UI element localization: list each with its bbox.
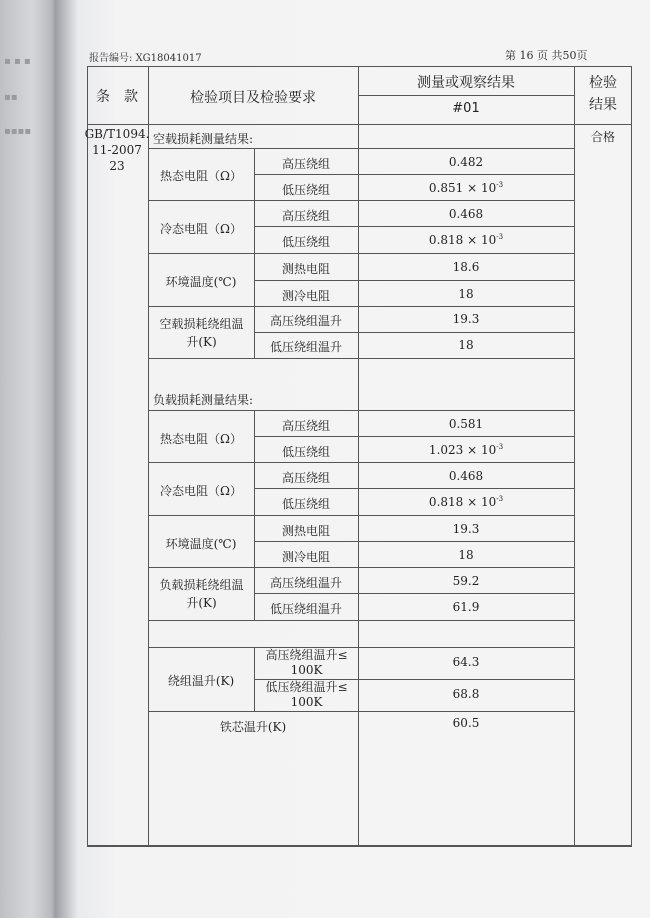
noload-hot-lv-value: $0.851 \times 10^{-3}$ [428,181,504,195]
verdict: 合格 [590,130,616,144]
winding-rise-lv-label: 低压绕组温升≤ 100K [265,680,348,709]
noload-rise-lv-label: 低压绕组温升 [269,340,343,354]
clause-ref: GB/T1094. [84,127,150,141]
load-cold-hv-label: 高压绕组 [281,471,331,485]
noload-cold-hv-value: 0.468 [448,207,484,221]
load-rise-lv-value: 61.9 [452,600,480,614]
noload-cold-res-label: 冷态电阻（Ω） [160,222,242,236]
clause-ref-year: 11-2007 [92,143,142,157]
winding-rise-hv-value: 64.3 [452,655,480,669]
load-rise-label: 负载损耗绕组温 升(K) [159,578,244,610]
page-info: 第 16 页 共50页 [505,49,588,62]
winding-rise-lv-value: 68.8 [452,687,480,701]
col-header-result-line2: 结果 [589,97,617,113]
noload-cold-hv-label: 高压绕组 [281,209,331,223]
report-number: 报告编号: XG18041017 [89,53,202,64]
load-cold-hv-value: 0.468 [448,469,484,483]
col-header-result: 检验 [589,75,617,91]
col-header-item: 检验项目及检验要求 [190,90,316,106]
load-temp-cold-value: 18 [458,548,474,562]
noload-cold-lv-value: $0.818 \times 10^{-3}$ [428,233,504,247]
noload-rise-lv-value: 18 [458,338,474,352]
load-hot-lv-value: $1.023 \times 10^{-3}$ [428,443,504,457]
load-rise-hv-label: 高压绕组温升 [269,576,343,590]
load-hot-lv-label: 低压绕组 [281,445,331,459]
load-cold-res-label: 冷态电阻（Ω） [160,484,242,498]
load-rise-hv-value: 59.2 [452,574,480,588]
load-rise-lv-label: 低压绕组温升 [269,602,343,616]
load-hot-hv-value: 0.581 [448,417,484,431]
noload-cold-lv-label: 低压绕组 [281,235,331,249]
load-hot-hv-label: 高压绕组 [281,419,331,433]
col-header-clause: 条 款 [96,89,138,105]
load-cold-lv-value: $0.818 \times 10^{-3}$ [428,495,504,509]
noload-temp-hot-value: 18.6 [452,260,480,274]
noload-rise-hv-label: 高压绕组温升 [269,314,343,328]
noload-hot-hv-label: 高压绕组 [281,157,331,171]
core-rise-value: 60.5 [452,716,480,730]
winding-rise-label: 绕组温升(K) [167,674,235,688]
noload-hot-lv-label: 低压绕组 [281,183,331,197]
noload-temp-cold-label: 测冷电阻 [281,289,331,303]
load-section-title: 负载损耗测量结果: [153,393,254,407]
winding-rise-hv-label: 高压绕组温升≤ 100K [265,648,348,677]
noload-section-title: 空载损耗测量结果: [153,132,254,146]
load-temp-hot-label: 测热电阻 [281,524,331,538]
ghost-text: ▪▪ [4,92,18,103]
noload-rise-label: 空载损耗绕组温 升(K) [159,317,244,349]
noload-temp-label: 环境温度(℃) [165,275,237,289]
noload-temp-cold-value: 18 [458,287,474,301]
noload-rise-hv-value: 19.3 [452,312,480,326]
load-hot-res-label: 热态电阻（Ω） [160,432,242,446]
noload-hot-hv-value: 0.482 [448,155,484,169]
ghost-text: ▪ ▪ ▪ [4,56,31,67]
clause-number: 23 [109,159,125,173]
load-temp-hot-value: 19.3 [452,522,480,536]
noload-temp-hot-label: 测热电阻 [281,262,331,276]
col-header-sample: #01 [452,101,480,116]
scan-previous-page-edge [0,0,58,918]
core-rise-label: 铁芯温升(K) [219,720,287,734]
ghost-text: ▪▪▪▪ [4,126,32,137]
noload-hot-res-label: 热态电阻（Ω） [160,169,242,183]
load-cold-lv-label: 低压绕组 [281,497,331,511]
col-header-measure: 测量或观察结果 [417,75,515,91]
load-temp-label: 环境温度(℃) [165,537,237,551]
load-temp-cold-label: 测冷电阻 [281,550,331,564]
